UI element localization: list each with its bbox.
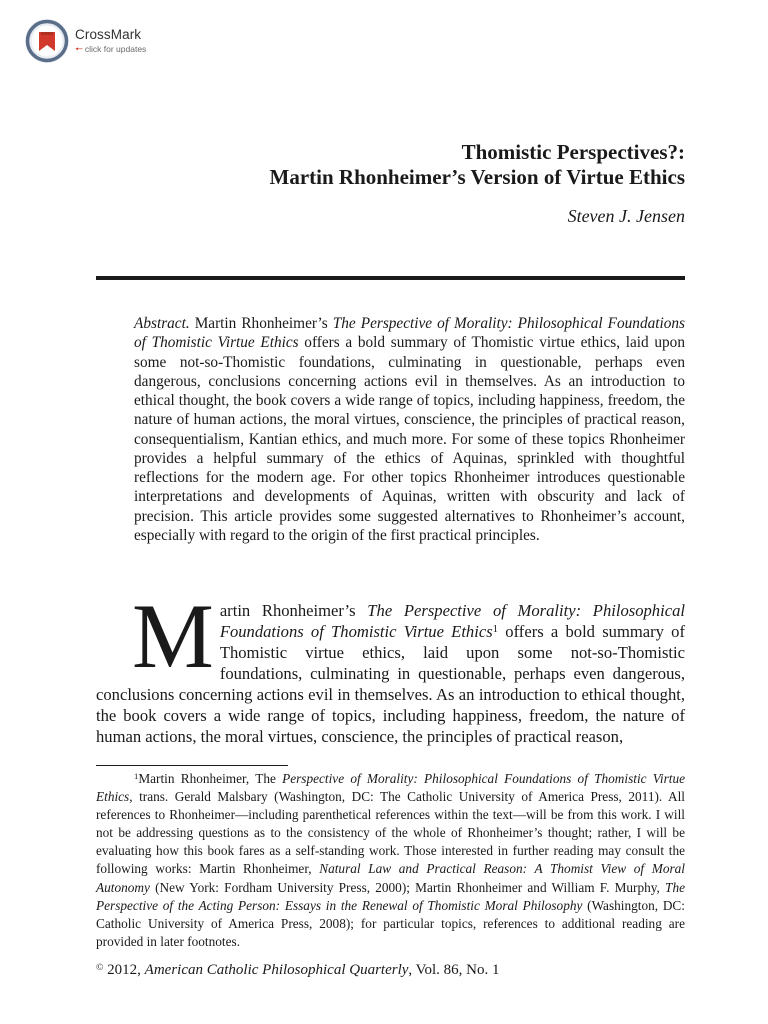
footnote-part-2: , trans. Gerald Malsbary (Washington, DC: The Catholic University of America Press, 2011). All references to Rhonheimer—including parenthetical references within the text—will be from this work. I will not be addressing questions as to the consistency of the whole of Rhonheimer’s thought; rather, I will be evaluating how this book fares as a self-standing work. Those interested in further reading may consult the following works: Martin Rhonheimer, [96,789,685,877]
journal-name: American Catholic Philosophical Quarterly [144,962,409,978]
body-text: offers a bold summary of Thomistic virtue ethics, laid upon some not-so-Thomistic foundations, culminating in questionable, perhaps even dangerous, conclusions concerning actions evil in themselves. As an introduction to ethical thought, the book covers a wide range of topics, including happiness, freedom, the nature of human actions, the moral virtues, conscience, the principles of practical reason, [96,622,685,746]
footnote-number: 1 [134,771,139,782]
crossmark-subtitle [75,45,146,54]
copyright-year: 2012, [103,962,145,978]
body-lead: artin Rhonheimer’s [219,601,368,620]
footnote-part-1: Martin Rhonheimer, The [138,771,283,786]
journal-volume: , Vol. 86, No. 1 [408,962,500,978]
footnote-title-1: Perspective of Morality: Philosophical Foundations of Thomistic Virtue Ethics [96,771,686,805]
crossmark-logo-icon [24,18,70,64]
body-book-title: The Perspective of Morality: Philosophical Foundations of Thomistic Virtue Ethics [219,601,685,641]
abstract-lead: Martin Rhonheimer’s [189,315,333,332]
footnote-part-3: (New York: Fordham University Press, 2000); Martin Rhonheimer and William F. Murphy, [149,879,666,895]
article-title-line-1: Thomistic Perspectives?: [461,140,685,164]
footnote-reference[interactable]: 1 [492,623,499,636]
copyright-symbol: © [96,961,104,973]
copyright-line [96,962,500,979]
footnote-part-4: (Washington, DC: Catholic University of America Press, 2008); for particular topics, references to additional reading are provided in later footnotes. [96,897,685,949]
crossmark-subtitle-text: click for updates [84,44,147,54]
drop-cap: M [132,585,214,687]
abstract-label: Abstract. [134,315,190,332]
crossmark-link[interactable] [24,18,146,64]
footnote-title-3: The Perspective of the Acting Person: Essays in the Renewal of Thomistic Moral Philosophy [96,879,685,913]
footnote [96,770,685,951]
arrow-left-icon: 🠔 [75,43,83,54]
footnote-title-2: Natural Law and Practical Reason: A Thomist View of Moral Autonomy [96,861,685,895]
article-author: Steven J. Jensen [567,206,685,226]
abstract-book-title: The Perspective of Morality: Philosophical Foundations of Thomistic Virtue Ethics [134,315,686,352]
body-paragraph [96,585,685,747]
title-divider [96,276,685,280]
article-title [270,140,686,190]
footnote-divider [96,765,288,766]
abstract [134,314,685,545]
abstract-text: offers a bold summary of Thomistic virtue ethics, laid upon some not-so-Thomistic foundations, culminating in questionable, perhaps even dangerous, conclusions concerning actions evil in themselves. As an introduction to ethical thought, the book covers a wide range of topics, including happiness, freedom, the nature of human actions, the moral virtues, conscience, the principles of practical reason, consequentialism, Kantian ethics, and much more. For some of these topics Rhonheimer provides a helpful summary of the ethics of Aquinas, sprinkled with thoughtful reflections for the modern age. For other topics Rhonheimer introduces questionable interpretations and developments of Aquinas, written with obscurity and lack of precision. This article provides some suggested alternatives to Rhonheimer’s account, especially with regard to the origin of the first practical principles. [134,334,685,544]
article-title-line-2: Martin Rhonheimer’s Version of Virtue Ethics [269,165,685,189]
crossmark-text [75,28,146,54]
crossmark-title: CrossMark [75,27,142,43]
